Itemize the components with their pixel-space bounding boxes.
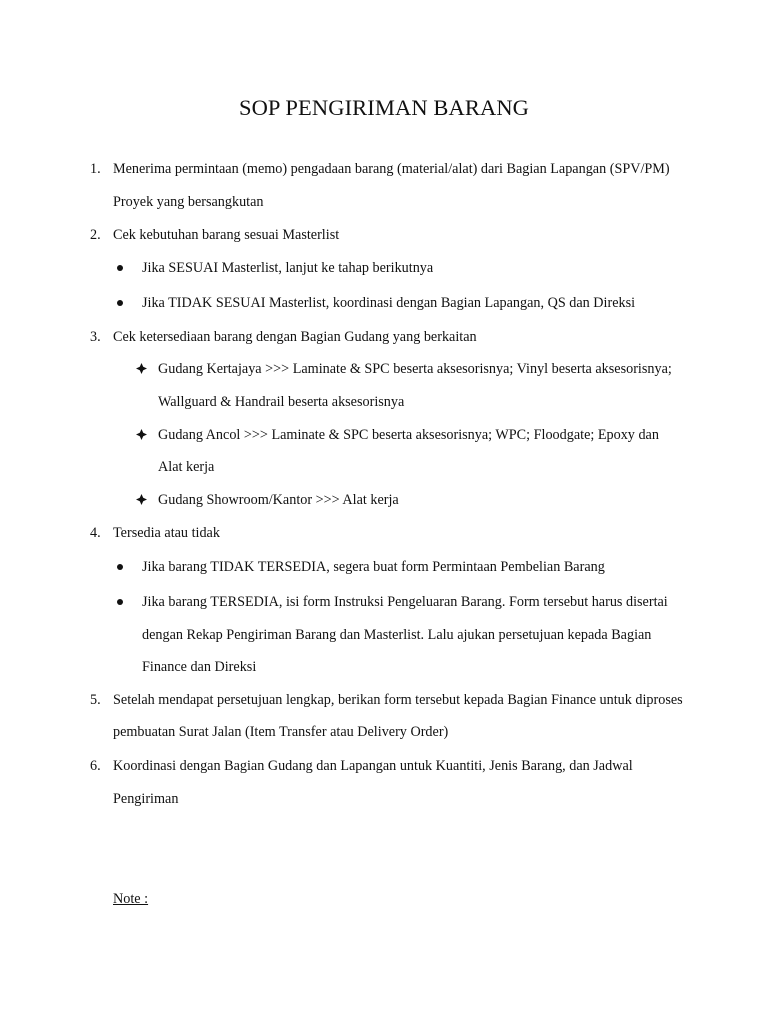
note-label: Note : <box>113 891 149 907</box>
diamond-text: Alat kerja <box>158 459 215 475</box>
document-title: SOP PENGIRIMAN BARANG <box>238 95 530 120</box>
bullet-text: Finance dan Direksi <box>142 659 257 675</box>
item-text: Menerima permintaan (memo) pengadaan barang (material/alat) dari Bagian Lapangan (SPV/PM) <box>113 161 670 177</box>
diamond-text: Gudang Showroom/Kantor >>> Alat kerja <box>158 492 399 508</box>
bullet-icon <box>117 300 123 306</box>
bullet-icon <box>117 599 123 605</box>
item-text: Pengiriman <box>113 791 179 807</box>
bullet-text: Jika barang TERSEDIA, isi form Instruksi Pengeluaran Barang. Form tersebut harus disertai <box>142 594 668 610</box>
item-text: Tersedia atau tidak <box>113 525 220 541</box>
item-number: 2. <box>90 227 101 243</box>
item-text: Setelah mendapat persetujuan lengkap, berikan form tersebut kepada Bagian Finance untuk diproses <box>113 692 683 708</box>
item-text: Proyek yang bersangkutan <box>113 194 264 210</box>
item-number: 5. <box>90 692 101 708</box>
diamond-text: Gudang Ancol >>> Laminate & SPC beserta aksesorisnya; WPC; Floodgate; Epoxy dan <box>158 427 659 443</box>
diamond-bullet-icon <box>136 429 147 440</box>
diamond-text: Gudang Kertajaya >>> Laminate & SPC beserta aksesorisnya; Vinyl beserta aksesorisnya; <box>158 361 672 377</box>
item-text: pembuatan Surat Jalan (Item Transfer atau Delivery Order) <box>113 724 449 740</box>
diamond-bullet-icon <box>136 494 147 505</box>
item-text: Cek kebutuhan barang sesuai Masterlist <box>113 227 340 243</box>
item-number: 6. <box>90 758 101 774</box>
bullet-text: dengan Rekap Pengiriman Barang dan Masterlist. Lalu ajukan persetujuan kepada Bagian <box>142 627 652 643</box>
diamond-bullet-icon <box>136 363 147 374</box>
item-number: 3. <box>90 329 101 345</box>
bullet-text: Jika TIDAK SESUAI Masterlist, koordinasi dengan Bagian Lapangan, QS dan Direksi <box>142 295 636 311</box>
bullet-icon <box>117 564 123 570</box>
item-number: 4. <box>90 525 101 541</box>
item-text: Cek ketersediaan barang dengan Bagian Gudang yang berkaitan <box>113 329 477 345</box>
bullet-text: Jika SESUAI Masterlist, lanjut ke tahap berikutnya <box>142 260 434 276</box>
diamond-text: Wallguard & Handrail beserta aksesorisnya <box>158 394 405 410</box>
bullet-text: Jika barang TIDAK TERSEDIA, segera buat form Permintaan Pembelian Barang <box>142 559 605 575</box>
item-number: 1. <box>90 161 101 177</box>
item-text: Koordinasi dengan Bagian Gudang dan Lapangan untuk Kuantiti, Jenis Barang, dan Jadwal <box>113 758 633 774</box>
bullet-icon <box>117 265 123 271</box>
